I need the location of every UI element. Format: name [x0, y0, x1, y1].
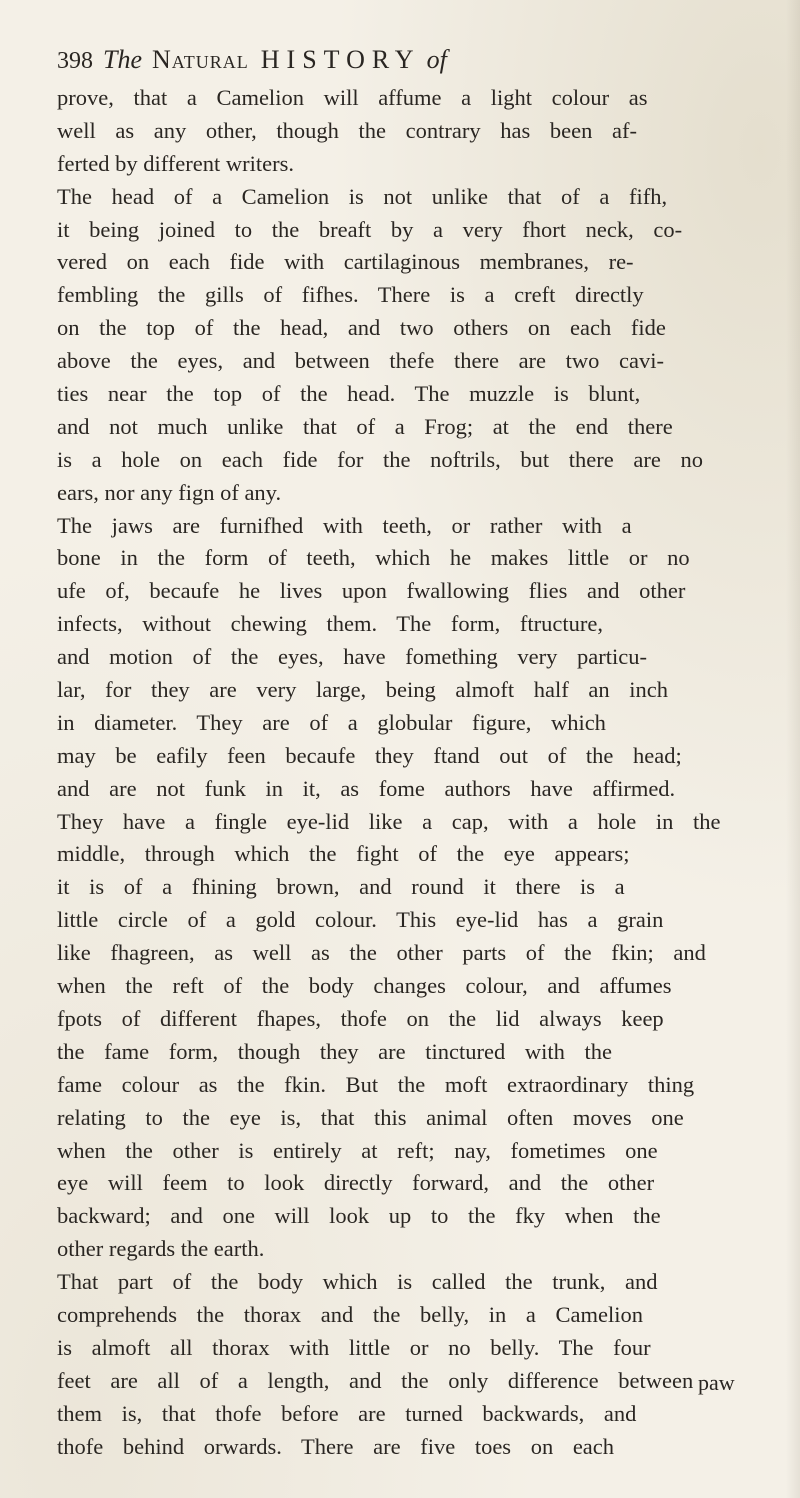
text-line: and motion of the eyes, have fomething very particu- [57, 644, 647, 670]
text-line: is almoft all thorax with little or no belly. The four [57, 1334, 651, 1360]
text-line: it being joined to the breaft by a very fhort neck, co- [57, 216, 683, 242]
text-line: on the top of the head, and two others on each fide [57, 315, 666, 341]
text-line: comprehends the thorax and the belly, in a Camelion [57, 1301, 644, 1327]
text-line: when the other is entirely at reft; nay, fometimes one [57, 1137, 658, 1163]
text-line: above the eyes, and between thefe there are two cavi- [57, 348, 665, 374]
text-line: the fame form, though they are tinctured with the [57, 1038, 612, 1064]
page-edge-shadow [786, 0, 800, 1498]
text-line: eye will feem to look directly forward, and the other [57, 1170, 655, 1196]
text-line: them is, that thofe before are turned backwards, and [57, 1400, 637, 1426]
running-header [57, 40, 757, 80]
text-line: ferted by different writers. [57, 150, 294, 176]
text-line: The jaws are furnifhed with teeth, or rather with a [57, 512, 632, 538]
text-line: like fhagreen, as well as the other parts of the fkin; and [57, 940, 706, 966]
text-line: lar, for they are very large, being almoft half an inch [57, 677, 668, 703]
text-line: The head of a Camelion is not unlike that of a fifh, [57, 183, 668, 209]
text-line: when the reft of the body changes colour, and affumes [57, 973, 672, 999]
text-line: infects, without chewing them. The form, ftructure, [57, 611, 603, 637]
catchword: paw [698, 1370, 735, 1395]
text-line: middle, through which the fight of the eye appears; [57, 841, 630, 867]
text-line: fembling the gills of fifhes. There is a creft directly [57, 282, 644, 308]
page-number: 398 [57, 48, 93, 74]
text-line: feet are all of a length, and the only difference between [57, 1367, 694, 1393]
header-natural: Natural [152, 45, 249, 74]
text-line: backward; and one will look up to the fky when the [57, 1203, 661, 1229]
text-line: it is of a fhining brown, and round it there is a [57, 874, 625, 900]
text-line: ties near the top of the head. The muzzle is blunt, [57, 381, 641, 407]
text-line: may be eafily feen becaufe they ftand out of the head; [57, 742, 682, 768]
text-line: ufe of, becaufe he lives upon fwallowing flies and other [57, 578, 686, 604]
text-line: ears, nor any fign of any. [57, 479, 282, 505]
text-line: prove, that a Camelion will affume a light colour as [57, 85, 648, 110]
text-line: is a hole on each fide for the noftrils, but there are no [57, 446, 703, 472]
body-text [57, 82, 757, 1463]
text-line: other regards the earth. [57, 1236, 265, 1262]
text-line: little circle of a gold colour. This eye-lid has a grain [57, 907, 664, 933]
text-line: relating to the eye is, that this animal often moves one [57, 1104, 684, 1130]
text-line: vered on each fide with cartilaginous membranes, re- [57, 249, 634, 275]
header-history: HISTORY [260, 45, 421, 74]
text-line: in diameter. They are of a globular figure, which [57, 709, 606, 735]
text-line: well as any other, though the contrary has been af- [57, 117, 637, 143]
text-line: They have a fingle eye-lid like a cap, with a hole in the [57, 808, 721, 834]
text-line: That part of the body which is called the trunk, and [57, 1269, 658, 1295]
text-line: bone in the form of teeth, which he makes little or no [57, 545, 690, 571]
header-of: of [426, 45, 447, 74]
text-line: and not much unlike that of a Frog; at the end there [57, 413, 673, 439]
header-the: The [103, 45, 142, 74]
text-line: thofe behind orwards. There are five toes on each [57, 1433, 615, 1459]
text-line: and are not funk in it, as fome authors have affirmed. [57, 775, 676, 801]
text-line: fpots of different fhapes, thofe on the lid always keep [57, 1005, 664, 1031]
text-line: fame colour as the fkin. But the moft extraordinary thing [57, 1071, 695, 1097]
